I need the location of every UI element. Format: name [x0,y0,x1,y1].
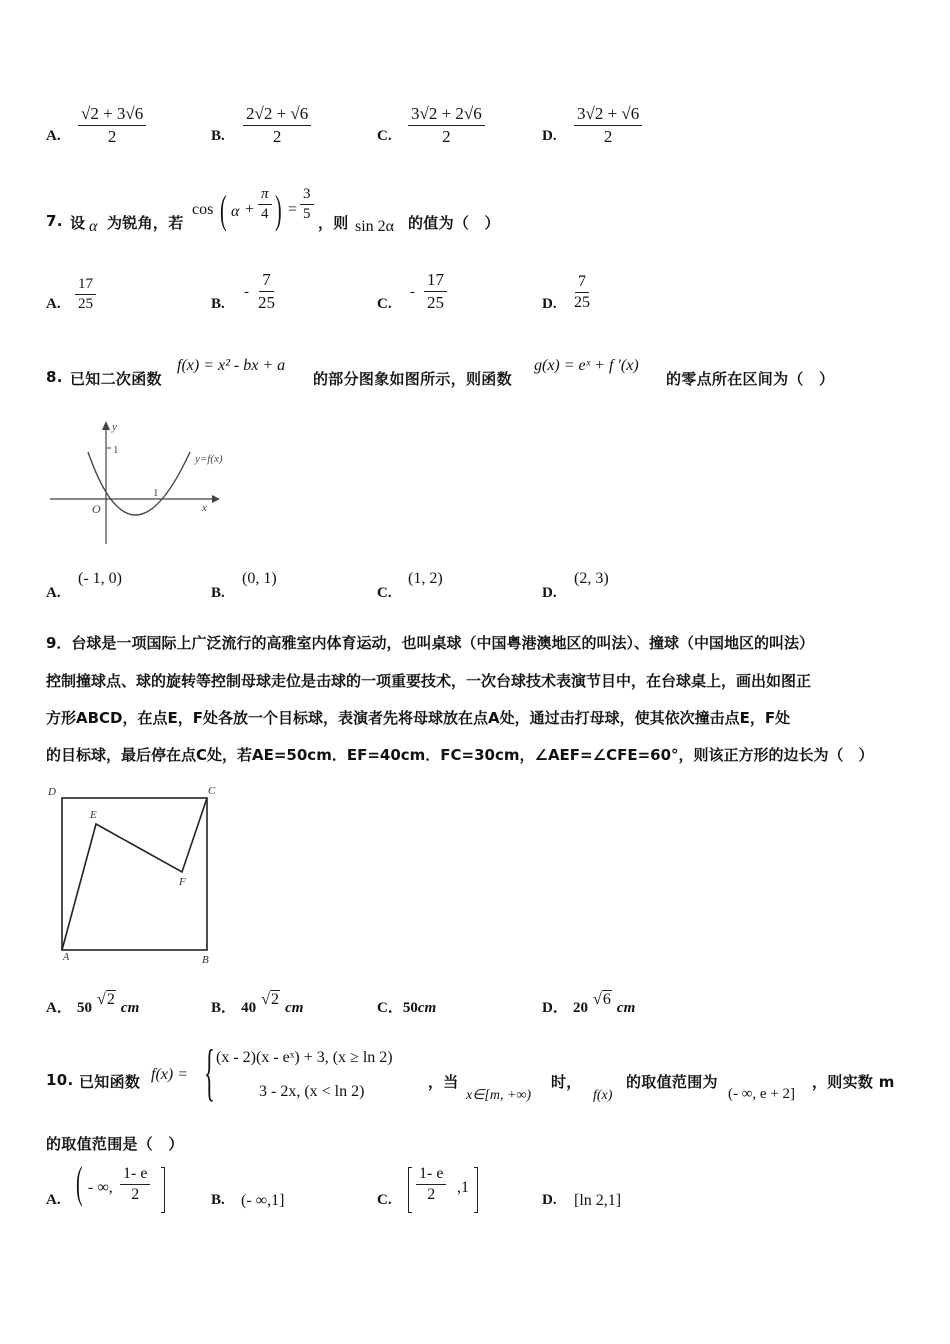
q9-line-3: 方形ABCD，在点E，F处各放一个目标球，表演者先将母球放在点A处，通过击打母球，使其依次撞击点E，F处 [46,709,791,727]
q7-option-c-label[interactable]: C. [377,296,392,312]
q7-option-d-den: 25 [574,294,590,312]
q9-label-e: E [90,809,97,821]
q9-option-c-label: C． [377,1000,403,1016]
q7-pi: π [258,186,272,205]
q7-text-4: 的值为（ ） [408,214,500,232]
q10-option-a-num: 1- e [120,1165,150,1185]
q6-option-c-num: 3√2 + 2√6 [408,104,485,126]
q10-fx: f(x) = [151,1066,188,1083]
q9-option-c[interactable] [377,996,436,1017]
q7-option-c-den: 25 [427,292,444,312]
q7-plus: + [245,201,255,218]
q9-option-a-label: A． [46,1000,72,1016]
q6-option-b-value[interactable] [243,104,311,146]
q7-option-d-num: 7 [575,273,589,293]
q10-option-d-label[interactable]: D. [542,1192,557,1208]
q9-label-f: F [179,876,186,888]
q8-parabola-curve [88,452,190,515]
q8-option-b-value[interactable]: (0, 1) [242,570,277,587]
q10-case-1: (x - 2)(x - eˣ) + 3, (x ≥ ln 2) [216,1049,393,1066]
q9-line-1: 9．台球是一项国际上广泛流行的高雅室内体育运动，也叫桌球（中国粤港澳地区的叫法）、撞球（中国地区的叫法） [46,634,814,652]
q6-option-b-den: 2 [272,126,282,146]
q6-option-c-value[interactable] [408,104,485,146]
q9-option-b-rad: 2 [270,991,279,1008]
q10-number: 10. [46,1071,74,1089]
q10-fx-2: f(x) [593,1088,613,1103]
q7-eq: = [288,201,298,218]
q10-text-2: ，当 [428,1073,459,1091]
q10-option-a-label[interactable]: A. [46,1192,61,1208]
q8-x-arrow-icon [212,495,220,503]
q7-text-1: 设 [70,214,86,232]
q9-option-b[interactable] [211,991,304,1017]
q10-text-4: 的取值范围为 [626,1073,718,1091]
q7-option-a-den: 25 [78,296,93,313]
q8-option-d-value[interactable]: (2, 3) [574,570,609,587]
q8-g-formula: g(x) = eˣ + f ′(x) [534,357,639,374]
q10-option-c-right: ,1 [457,1179,469,1196]
q10-option-b-value[interactable]: (- ∞,1] [241,1192,285,1209]
q9-option-d-coef: 20 [572,1000,588,1016]
q7-three: 3 [300,186,314,205]
q6-option-d-den: 2 [603,126,613,146]
q8-option-c-value[interactable]: (1, 2) [408,570,443,587]
q7-five: 5 [303,206,311,223]
q7-sin2a: sin 2α [355,218,395,235]
q6-option-b-num: 2√2 + √6 [243,104,311,126]
q9-path-aefc [62,798,207,950]
q9-option-a-unit: cm [120,1000,140,1016]
q9-option-d-label: D． [542,1000,568,1016]
q10-domain: x∈[m, +∞) [466,1088,532,1103]
q10-option-c-bracket-right [474,1167,478,1213]
q7-alpha: α [89,218,98,235]
q7-text-3: ，则 [318,214,349,232]
q6-option-c-label[interactable]: C. [377,128,392,144]
q9-label-c: C [208,785,216,797]
q10-text-6: 的取值范围是（ ） [46,1135,184,1153]
q10-option-a-frac [120,1165,150,1205]
q9-label-a: A [63,952,70,963]
q8-tick-x: 1 [153,487,159,499]
q7-option-b-den: 25 [258,292,275,312]
q6-option-d-label[interactable]: D. [542,128,557,144]
q10-option-a-paren: ( [76,1158,83,1207]
q9-option-d-unit: cm [616,1000,636,1016]
q8-option-c-label[interactable]: C. [377,585,392,601]
q9-option-a-coef: 50 [76,1000,92,1016]
q10-text-5: ，则实数 m [812,1073,895,1091]
q6-option-b-label[interactable]: B. [211,128,225,144]
q7-option-b-value[interactable] [258,270,275,312]
q10-brace: { [204,1036,215,1107]
q6-option-a-label[interactable]: A. [46,128,61,144]
q8-f-formula: f(x) = x² - bx + a [177,357,286,374]
q7-option-a-value[interactable] [75,276,96,314]
q7-option-d-label[interactable]: D. [542,296,557,312]
q10-option-c-bracket-left [408,1167,412,1213]
q10-text-1: 已知函数 [79,1073,141,1091]
q9-label-b: B [202,954,209,966]
q9-option-b-coef: 40 [241,1000,257,1016]
q7-three-fifths [300,186,314,224]
q7-number: 7. [46,212,63,230]
q7-four: 4 [261,206,269,223]
q10-text-3: 时， [551,1073,582,1091]
q9-option-b-unit: cm [285,1000,304,1016]
q9-option-a-sqrt: √2 [97,991,115,1008]
q10-option-c-den: 2 [427,1186,436,1204]
q9-label-d: D [48,786,56,798]
q9-option-d-rad: 6 [602,991,611,1008]
q7-option-b-sign: - [244,284,249,300]
q10-option-c-num: 1- e [416,1165,446,1185]
q8-text-3: 的零点所在区间为（ ） [666,370,835,388]
q7-cos: cos [192,201,214,218]
q8-option-b-label[interactable]: B. [211,585,225,601]
q10-option-a-den: 2 [131,1186,140,1204]
q8-number: 8. [46,368,63,386]
q7-option-b-num: 7 [259,270,274,292]
q7-paren-right: ) [275,187,282,232]
q7-text-2: 为锐角，若 [107,214,184,232]
q10-option-d-value[interactable]: [ln 2,1] [574,1192,622,1209]
q10-option-a-bracket [161,1167,165,1213]
q8-text-2: 的部分图象如图所示，则函数 [313,370,512,388]
q7-arg-alpha: α [231,203,240,220]
q7-option-a-num: 17 [75,276,96,295]
q9-option-a-rad: 2 [106,991,115,1008]
q9-option-c-unit: cm [417,1000,437,1016]
q7-option-d-value[interactable] [574,273,590,313]
q7-pi-over-4 [258,186,272,224]
q9-option-d-sqrt: √6 [593,991,611,1008]
q7-option-b-label[interactable]: B. [211,296,225,312]
q8-y-label: y [112,421,117,433]
q9-option-a[interactable] [46,991,140,1017]
q7-paren-left: ( [220,187,227,232]
q9-option-d[interactable] [542,991,636,1017]
q8-origin: O [92,502,101,516]
q9-option-b-label: B． [211,1000,237,1016]
q9-option-c-coef: 50 [402,1000,418,1016]
q10-option-c-label[interactable]: C. [377,1192,392,1208]
q8-curve-label: y=f(x) [195,453,223,465]
q8-parabola-graph [48,418,238,548]
q9-option-b-sqrt: √2 [261,991,279,1008]
q6-option-d-num: 3√2 + √6 [574,104,642,126]
q9-line-4: 的目标球，最后停在点C处，若AE=50cm．EF=40cm．FC=30cm，∠AEF=∠CFE=60°，则该正方形的边长为（ ） [46,746,874,764]
q8-x-label: x [202,502,207,514]
q9-line-2: 控制撞球点、球的旋转等控制母球走位是击球的一项重要技术，一次台球技术表演节目中，在台球桌上，画出如图正 [46,672,812,690]
q8-option-a-label[interactable]: A. [46,585,61,601]
q6-option-d-value[interactable] [574,104,642,146]
q8-option-a-value[interactable]: (- 1, 0) [78,570,122,587]
q8-text-1: 已知二次函数 [70,370,162,388]
q10-range: (- ∞, e + 2] [728,1086,796,1102]
q9-square-abcd [62,798,207,950]
q7-option-c-value[interactable] [424,270,447,312]
q8-y-arrow-icon [102,421,110,430]
q8-tick-y: 1 [113,444,119,456]
q6-option-a-value[interactable] [78,104,146,146]
q9-square-figure [44,782,224,970]
q10-option-a-left: - ∞, [88,1179,113,1196]
q7-option-a-label[interactable]: A. [46,296,61,312]
q6-option-a-den: 2 [107,126,117,146]
q6-option-a-num: √2 + 3√6 [78,104,146,126]
q10-option-b-label[interactable]: B. [211,1192,225,1208]
q10-case-2: 3 - 2x, (x < ln 2) [259,1083,365,1100]
q8-option-d-label[interactable]: D. [542,585,557,601]
q10-option-c-frac [416,1165,446,1205]
q6-option-c-den: 2 [442,126,451,146]
q7-option-c-num: 17 [424,270,447,292]
q7-option-c-sign: - [410,284,415,300]
